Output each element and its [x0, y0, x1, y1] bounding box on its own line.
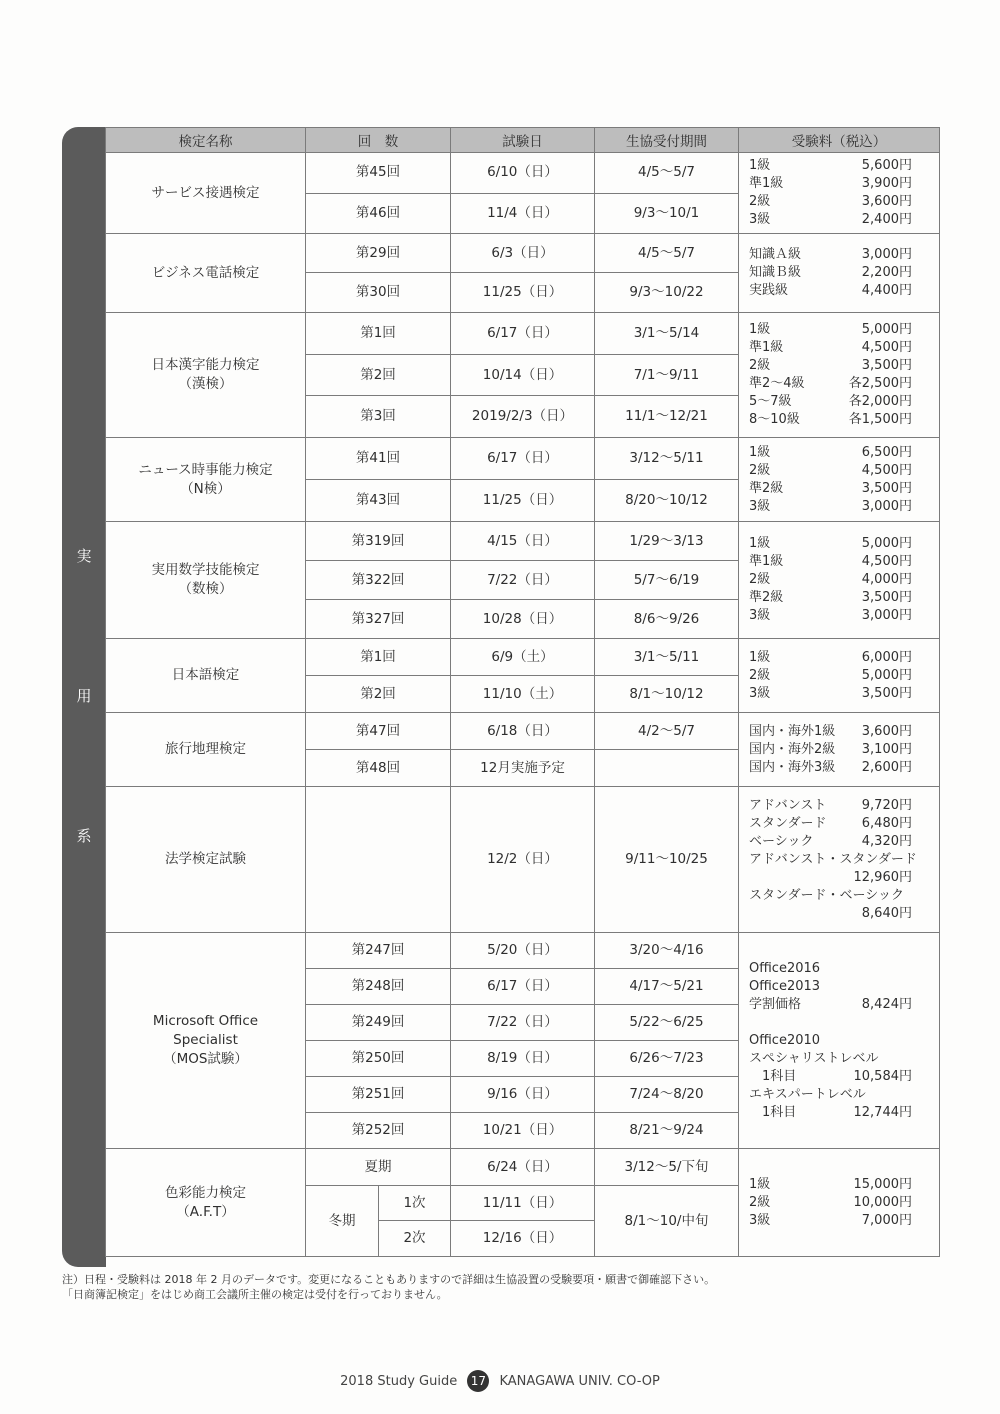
fee-cell [739, 933, 940, 1149]
session-cell: 第48回 [306, 750, 451, 787]
fee-value: 3,900円 [861, 176, 912, 191]
fee-label: 1科目 [749, 1104, 797, 1120]
fee-label: 準2〜4級 [749, 376, 805, 391]
reception-period-cell: 8/6〜9/26 [595, 600, 739, 639]
fee-value [917, 851, 944, 869]
fee-line [749, 1194, 939, 1212]
reception-period-cell: 3/12〜5/11 [595, 438, 739, 480]
fee-line [749, 978, 939, 996]
reception-period-cell: 5/22〜6/25 [595, 1005, 739, 1041]
fee-label: 準1級 [749, 176, 784, 191]
fee-line [749, 246, 939, 264]
fee-value: 4,500円 [861, 554, 912, 569]
fee-line [749, 869, 939, 887]
fee-line [749, 759, 939, 777]
fee-label: スタンダード [749, 815, 827, 831]
session-cell: 第251回 [306, 1077, 451, 1113]
exam-date-cell: 9/16（日） [451, 1077, 595, 1113]
reception-period-cell: 9/3〜10/22 [595, 273, 739, 313]
exam-name-cell: 法学検定試験 [106, 787, 306, 933]
session-cell: 第1回 [306, 313, 451, 355]
reception-period-cell: 7/24〜8/20 [595, 1077, 739, 1113]
page-footer [0, 1370, 1000, 1392]
fee-label: 国内・海外2級 [749, 741, 836, 757]
fee-line [749, 741, 939, 759]
fee-line [749, 1014, 939, 1032]
side-label-char: 系 [76, 827, 92, 845]
exam-date-cell: 12/16（日） [451, 1221, 595, 1257]
fee-value: 8,424円 [861, 996, 912, 1012]
fee-value: 各1,500円 [848, 412, 912, 427]
fee-line [749, 685, 939, 703]
reception-period-cell: 8/21〜9/24 [595, 1113, 739, 1149]
exam-date-cell: 4/15（日） [451, 522, 595, 561]
session-cell: 第3回 [306, 396, 451, 438]
exam-date-cell: 11/25（日） [451, 480, 595, 522]
session-cell: 第46回 [306, 193, 451, 234]
fee-line [749, 797, 939, 815]
fee-value [912, 1014, 939, 1032]
exam-date-cell: 8/19（日） [451, 1041, 595, 1077]
reception-period-cell [595, 750, 739, 787]
fee-label: 2級 [749, 358, 771, 373]
exam-name-cell: 旅行地理検定 [106, 713, 306, 787]
exam-date-cell: 12/2（日） [451, 787, 595, 933]
exam-date-cell: 11/11（日） [451, 1186, 595, 1221]
fee-label: 1科目 [749, 1068, 797, 1084]
fee-value: 5,000円 [861, 322, 912, 337]
session-cell: 第327回 [306, 600, 451, 639]
fee-line [749, 462, 939, 480]
session-cell: 第319回 [306, 522, 451, 561]
table-header-row [106, 128, 940, 153]
exam-date-cell: 6/10（日） [451, 153, 595, 194]
fee-value [912, 960, 939, 978]
session-cell: 第29回 [306, 234, 451, 273]
fee-line [749, 321, 939, 339]
fee-line [749, 996, 939, 1014]
exam-date-cell: 6/18（日） [451, 713, 595, 750]
fee-line [749, 1032, 939, 1050]
fee-value: 10,584円 [853, 1068, 912, 1084]
fee-value: 15,000円 [853, 1176, 912, 1192]
footer-publisher: KANAGAWA UNIV. CO-OP [499, 1374, 660, 1389]
exam-date-cell: 6/17（日） [451, 313, 595, 355]
session-cell: 第30回 [306, 273, 451, 313]
table-row [106, 933, 940, 969]
fee-label: 準2級 [749, 590, 784, 605]
fee-label: Office2010 [749, 1032, 821, 1048]
fee-line [749, 833, 939, 851]
side-label-char: 実 [76, 547, 92, 565]
fee-line [749, 411, 939, 429]
fee-line [749, 1176, 939, 1194]
fee-value [912, 1032, 939, 1050]
fee-value: 3,500円 [861, 480, 912, 496]
session-cell: 第248回 [306, 969, 451, 1005]
table-row [106, 639, 940, 676]
fee-line [749, 393, 939, 411]
reception-period-cell: 4/5〜5/7 [595, 234, 739, 273]
fee-label: 1級 [749, 649, 771, 665]
fee-line [749, 607, 939, 625]
fee-cell [739, 522, 940, 639]
fee-cell [739, 438, 940, 522]
exam-name-cell: 実用数学技能検定 （数検） [106, 522, 306, 639]
fee-value: 3,000円 [861, 247, 912, 262]
fee-line [749, 175, 939, 193]
fee-line [749, 264, 939, 282]
fee-line [749, 211, 939, 229]
fee-line [749, 815, 939, 833]
exam-date-cell: 7/22（日） [451, 561, 595, 600]
reception-period-cell: 4/17〜5/21 [595, 969, 739, 1005]
fee-label: 2級 [749, 194, 771, 209]
exam-date-cell: 6/9（土） [451, 639, 595, 676]
fee-value: 各2,000円 [848, 394, 912, 409]
fee-label: 1級 [749, 444, 771, 460]
fee-line [749, 589, 939, 607]
session-group-cell: 冬期 [306, 1186, 379, 1257]
page-number: 17 [467, 1370, 489, 1392]
fee-line [749, 905, 939, 923]
fee-line [749, 1050, 939, 1068]
session-cell: 第250回 [306, 1041, 451, 1077]
fee-line [749, 375, 939, 393]
reception-period-cell: 6/26〜7/23 [595, 1041, 739, 1077]
fee-line [749, 851, 939, 869]
fee-value: 3,600円 [861, 194, 912, 209]
fee-line [749, 193, 939, 211]
header-session: 回 数 [306, 128, 451, 153]
fee-value: 2,200円 [861, 265, 912, 280]
table-row [106, 522, 940, 561]
fee-line [749, 1104, 939, 1122]
exam-date-cell: 10/28（日） [451, 600, 595, 639]
fee-line [749, 960, 939, 978]
session-cell: 第47回 [306, 713, 451, 750]
session-cell: 第322回 [306, 561, 451, 600]
fee-line [749, 649, 939, 667]
header-reception-period: 生協受付期間 [595, 128, 739, 153]
fee-line [749, 444, 939, 462]
fee-value: 3,600円 [861, 723, 912, 739]
fee-value: 10,000円 [853, 1194, 912, 1210]
exam-date-cell: 10/21（日） [451, 1113, 595, 1149]
fee-value: 12,744円 [853, 1104, 912, 1120]
table-row [106, 234, 940, 273]
fee-label: 1級 [749, 536, 771, 551]
exam-name-cell: 色彩能力検定 （A.F.T） [106, 1149, 306, 1257]
reception-period-cell: 4/2〜5/7 [595, 713, 739, 750]
fee-value: 2,400円 [861, 212, 912, 227]
reception-period-cell: 9/11〜10/25 [595, 787, 739, 933]
fee-label: スペシャリストレベル [749, 1050, 879, 1066]
fee-value: 5,000円 [861, 536, 912, 551]
exam-name-cell: ビジネス電話検定 [106, 234, 306, 313]
header-exam-date: 試験日 [451, 128, 595, 153]
exam-name-cell: 日本語検定 [106, 639, 306, 713]
fee-cell [739, 787, 940, 933]
fee-line [749, 1068, 939, 1086]
fee-line [749, 498, 939, 516]
fee-value: 4,500円 [861, 462, 912, 478]
fee-line [749, 535, 939, 553]
footnotes [62, 1272, 942, 1302]
fee-value: 4,320円 [861, 833, 912, 849]
fee-value: 4,000円 [861, 572, 912, 587]
fee-value: 7,000円 [861, 1212, 912, 1228]
fee-line [749, 723, 939, 741]
session-cell: 第43回 [306, 480, 451, 522]
reception-period-cell: 8/1〜10/中旬 [595, 1186, 739, 1257]
session-cell: 第41回 [306, 438, 451, 480]
fee-value [912, 1050, 939, 1068]
fee-label: アドバンスト [749, 797, 827, 813]
fee-label: 3級 [749, 608, 771, 623]
fee-label: 2級 [749, 572, 771, 587]
reception-period-cell: 5/7〜6/19 [595, 561, 739, 600]
exam-date-cell: 5/20（日） [451, 933, 595, 969]
reception-period-cell: 3/12〜5/下旬 [595, 1149, 739, 1186]
fee-label: Office2016 [749, 960, 821, 976]
fee-line [749, 339, 939, 357]
fee-value: 9,720円 [861, 797, 912, 813]
fee-line [749, 480, 939, 498]
exam-date-cell: 11/4（日） [451, 193, 595, 234]
fee-value: 3,500円 [861, 685, 912, 701]
fee-cell [739, 313, 940, 438]
footnote: 注）日程・受験料は 2018 年 2 月のデータです。変更になることもありますので詳細は生協設置の受験要項・願書で御確認下さい。 [62, 1273, 716, 1286]
fee-cell [739, 639, 940, 713]
header-exam-name: 検定名称 [106, 128, 306, 153]
exam-date-cell: 6/24（日） [451, 1149, 595, 1186]
session-cell [306, 787, 451, 933]
fee-value: 6,000円 [861, 649, 912, 665]
fee-label: 1級 [749, 322, 771, 337]
fee-value: 3,500円 [861, 590, 912, 605]
fee-label: 3級 [749, 212, 771, 227]
fee-cell [739, 1149, 940, 1257]
exam-date-cell: 10/14（日） [451, 355, 595, 396]
session-cell: 2次 [379, 1221, 451, 1257]
fee-label: 国内・海外3級 [749, 759, 836, 775]
exam-date-cell: 6/3（日） [451, 234, 595, 273]
fee-label: 2級 [749, 1194, 771, 1210]
fee-label: 1級 [749, 1176, 771, 1192]
fee-label: 3級 [749, 1212, 771, 1228]
fee-label: 知識Ｂ級 [749, 265, 802, 280]
reception-period-cell: 11/1〜12/21 [595, 396, 739, 438]
fee-label: アドバンスト・スタンダード [749, 851, 917, 867]
exam-name-cell: Microsoft Office Specialist （MOS試験） [106, 933, 306, 1149]
session-cell: 第2回 [306, 355, 451, 396]
session-cell: 夏期 [306, 1149, 451, 1186]
fee-label: 準1級 [749, 340, 784, 355]
exam-date-cell: 6/17（日） [451, 438, 595, 480]
fee-value [912, 1086, 939, 1104]
fee-label: 国内・海外1級 [749, 723, 836, 739]
reception-period-cell: 4/5〜5/7 [595, 153, 739, 194]
fee-label: 8〜10級 [749, 412, 800, 427]
fee-label: エキスパートレベル [749, 1086, 866, 1102]
reception-period-cell: 1/29〜3/13 [595, 522, 739, 561]
fee-label: 知識Ａ級 [749, 247, 802, 262]
fee-cell [739, 713, 940, 787]
fee-value: 2,600円 [861, 759, 912, 775]
exam-name-cell: 日本漢字能力検定 （漢検） [106, 313, 306, 438]
category-side-bar [62, 127, 106, 1267]
session-cell: 第1回 [306, 639, 451, 676]
fee-value: 5,600円 [861, 158, 912, 173]
fee-label: 準2級 [749, 480, 784, 496]
fee-line [749, 282, 939, 300]
header-fee: 受験料（税込） [739, 128, 940, 153]
fee-line [749, 553, 939, 571]
reception-period-cell: 3/1〜5/11 [595, 639, 739, 676]
fee-value: 各2,500円 [848, 376, 912, 391]
session-cell: 1次 [379, 1186, 451, 1221]
session-cell: 第247回 [306, 933, 451, 969]
fee-line [749, 157, 939, 175]
fee-value: 3,100円 [861, 741, 912, 757]
reception-period-cell: 8/20〜10/12 [595, 480, 739, 522]
fee-value: 6,480円 [861, 815, 912, 831]
fee-label: 5〜7級 [749, 394, 792, 409]
exam-date-cell: 11/25（日） [451, 273, 595, 313]
fee-line [749, 887, 939, 905]
fee-value: 3,000円 [861, 498, 912, 514]
exam-date-cell: 11/10（土） [451, 676, 595, 713]
session-cell: 第249回 [306, 1005, 451, 1041]
fee-label: 3級 [749, 498, 771, 514]
fee-label: 準1級 [749, 554, 784, 569]
reception-period-cell: 8/1〜10/12 [595, 676, 739, 713]
fee-line [749, 1086, 939, 1104]
reception-period-cell: 7/1〜9/11 [595, 355, 739, 396]
fee-label: 2級 [749, 462, 771, 478]
fee-label: 3級 [749, 685, 771, 701]
fee-value: 4,400円 [861, 283, 912, 298]
fee-label: 1級 [749, 158, 771, 173]
fee-label: ベーシック [749, 833, 814, 849]
table-row [106, 438, 940, 480]
fee-label: スタンダード・ベーシック [749, 887, 904, 903]
fee-label: 学割価格 [749, 996, 802, 1012]
exam-date-cell: 2019/2/3（日） [451, 396, 595, 438]
table-row [106, 153, 940, 194]
reception-period-cell: 9/3〜10/1 [595, 193, 739, 234]
fee-value: 3,500円 [861, 358, 912, 373]
exam-name-cell: サービス接遇検定 [106, 153, 306, 234]
footer-guide-title: 2018 Study Guide [340, 1374, 458, 1389]
fee-line [749, 357, 939, 375]
fee-label: 2級 [749, 667, 771, 683]
table-row [106, 713, 940, 750]
fee-line [749, 571, 939, 589]
table-row [106, 313, 940, 355]
fee-line [749, 667, 939, 685]
session-cell: 第2回 [306, 676, 451, 713]
session-cell: 第252回 [306, 1113, 451, 1149]
fee-cell [739, 153, 940, 234]
fee-value: 12,960円 [853, 869, 912, 885]
fee-label: 実践級 [749, 283, 789, 298]
fee-value: 6,500円 [861, 444, 912, 460]
reception-period-cell: 3/1〜5/14 [595, 313, 739, 355]
fee-value [912, 887, 939, 905]
footnote: 「日商簿記検定」をはじめ商工会議所主催の検定は受付を行っておりません。 [62, 1288, 448, 1301]
fee-value [912, 978, 939, 996]
reception-period-cell: 3/20〜4/16 [595, 933, 739, 969]
exam-name-cell: ニュース時事能力検定 （N検） [106, 438, 306, 522]
table-row [106, 787, 940, 933]
fee-cell [739, 234, 940, 313]
exam-schedule-table [105, 127, 940, 1257]
fee-value: 3,000円 [861, 608, 912, 623]
exam-date-cell: 6/17（日） [451, 969, 595, 1005]
fee-value: 5,000円 [861, 667, 912, 683]
fee-value: 4,500円 [861, 340, 912, 355]
exam-date-cell: 12月実施予定 [451, 750, 595, 787]
fee-label: Office2013 [749, 978, 821, 994]
session-cell: 第45回 [306, 153, 451, 194]
fee-value: 8,640円 [861, 905, 912, 921]
side-label-char: 用 [76, 687, 92, 705]
exam-date-cell: 7/22（日） [451, 1005, 595, 1041]
fee-line [749, 1212, 939, 1230]
table-row [106, 1149, 940, 1186]
